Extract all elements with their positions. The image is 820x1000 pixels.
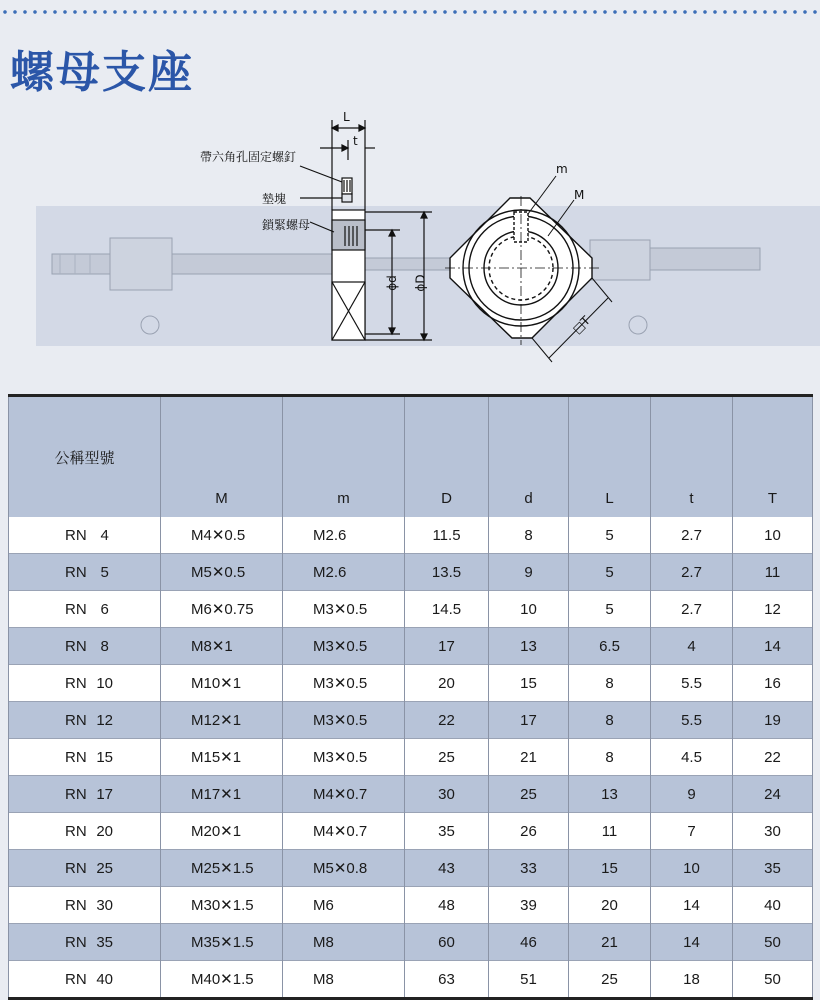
- model-size: 10: [96, 674, 114, 692]
- cell-d: 25: [489, 776, 569, 813]
- cell-m: M2.6: [283, 517, 405, 554]
- cell-D: 11.5: [405, 517, 489, 554]
- cell-m: M6: [283, 887, 405, 924]
- table-row: [9, 813, 813, 850]
- cell-d: 46: [489, 924, 569, 961]
- cell-T: 16: [733, 665, 813, 702]
- cell-t: 7: [651, 813, 733, 850]
- table-row: [9, 591, 813, 628]
- cell-M: M17✕1: [161, 776, 283, 813]
- cell-L: 13: [569, 776, 651, 813]
- model-size: 4: [100, 526, 109, 544]
- model-size: 15: [96, 748, 114, 766]
- col-header-T: T: [733, 396, 813, 518]
- cell-m: M3✕0.5: [283, 739, 405, 776]
- dim-label-t: t: [353, 134, 358, 148]
- dim-label-phi-d: ϕd: [384, 275, 399, 291]
- cell-t: 14: [651, 924, 733, 961]
- cell-T: 19: [733, 702, 813, 739]
- cell-m: M2.6: [283, 554, 405, 591]
- col-header-D: D: [405, 396, 489, 518]
- cell-m: M3✕0.5: [283, 665, 405, 702]
- model-prefix: RN: [65, 933, 87, 951]
- cell-L: 11: [569, 813, 651, 850]
- cell-D: 63: [405, 961, 489, 999]
- cell-d: 33: [489, 850, 569, 887]
- col-header-L: L: [569, 396, 651, 518]
- cell-T: 14: [733, 628, 813, 665]
- model-size: 20: [96, 822, 114, 840]
- cell-M: M25✕1.5: [161, 850, 283, 887]
- cell-m: M5✕0.8: [283, 850, 405, 887]
- table-row: [9, 628, 813, 665]
- cell-L: 5: [569, 517, 651, 554]
- cell-M: M10✕1: [161, 665, 283, 702]
- dim-label-m: m: [556, 162, 568, 176]
- cell-d: 15: [489, 665, 569, 702]
- cell-model: [9, 739, 161, 776]
- cell-t: 5.5: [651, 665, 733, 702]
- cell-d: 51: [489, 961, 569, 999]
- cell-d: 26: [489, 813, 569, 850]
- cell-m: M3✕0.5: [283, 702, 405, 739]
- cell-T: 10: [733, 517, 813, 554]
- model-prefix: RN: [65, 600, 87, 618]
- cell-m: M4✕0.7: [283, 776, 405, 813]
- cell-model: [9, 554, 161, 591]
- table-row: [9, 554, 813, 591]
- dim-label-phi-D: ϕD: [413, 274, 428, 292]
- cell-t: 2.7: [651, 554, 733, 591]
- cell-L: 5: [569, 591, 651, 628]
- model-prefix: RN: [65, 970, 87, 988]
- cell-M: M5✕0.5: [161, 554, 283, 591]
- label-hex-screw: 帶六角孔固定螺釘: [200, 150, 297, 164]
- model-prefix: RN: [65, 674, 87, 692]
- cell-model: [9, 850, 161, 887]
- cell-L: 8: [569, 739, 651, 776]
- table-body: [9, 517, 813, 999]
- top-dotted-border: [0, 8, 820, 16]
- table-row: [9, 702, 813, 739]
- nut-side-view: [300, 120, 432, 340]
- cell-model: [9, 924, 161, 961]
- cell-t: 5.5: [651, 702, 733, 739]
- table-row: [9, 924, 813, 961]
- cell-model: [9, 961, 161, 999]
- cell-model: [9, 813, 161, 850]
- cell-T: 24: [733, 776, 813, 813]
- model-prefix: RN: [65, 785, 87, 803]
- cell-M: M6✕0.75: [161, 591, 283, 628]
- cell-M: M8✕1: [161, 628, 283, 665]
- cell-T: 12: [733, 591, 813, 628]
- cell-t: 14: [651, 887, 733, 924]
- col-header-m: m: [283, 396, 405, 518]
- cell-m: M3✕0.5: [283, 628, 405, 665]
- cell-model: [9, 591, 161, 628]
- cell-d: 9: [489, 554, 569, 591]
- cell-t: 2.7: [651, 591, 733, 628]
- nut-front-view: [445, 176, 612, 362]
- cell-model: [9, 702, 161, 739]
- cell-t: 2.7: [651, 517, 733, 554]
- cell-m: M4✕0.7: [283, 813, 405, 850]
- cell-model: [9, 776, 161, 813]
- cell-T: 35: [733, 850, 813, 887]
- cell-D: 60: [405, 924, 489, 961]
- cell-M: M4✕0.5: [161, 517, 283, 554]
- cell-d: 39: [489, 887, 569, 924]
- model-size: 40: [96, 970, 114, 988]
- label-lock-nut: 鎖緊螺母: [262, 218, 311, 232]
- cell-d: 17: [489, 702, 569, 739]
- cell-L: 21: [569, 924, 651, 961]
- cell-D: 14.5: [405, 591, 489, 628]
- cell-D: 13.5: [405, 554, 489, 591]
- cell-L: 8: [569, 665, 651, 702]
- cell-d: 21: [489, 739, 569, 776]
- label-pad: 墊塊: [262, 192, 287, 206]
- nut-holder-diagram: [0, 100, 820, 380]
- table-row: [9, 739, 813, 776]
- cell-t: 18: [651, 961, 733, 999]
- cell-m: M8: [283, 924, 405, 961]
- cell-L: 20: [569, 887, 651, 924]
- model-size: 30: [96, 896, 114, 914]
- model-size: 12: [96, 711, 114, 729]
- cell-t: 10: [651, 850, 733, 887]
- cell-M: M35✕1.5: [161, 924, 283, 961]
- cell-D: 22: [405, 702, 489, 739]
- model-prefix: RN: [65, 859, 87, 877]
- cell-T: 22: [733, 739, 813, 776]
- table-row: [9, 850, 813, 887]
- cell-t: 4.5: [651, 739, 733, 776]
- cell-d: 13: [489, 628, 569, 665]
- model-size: 6: [100, 600, 109, 618]
- cell-d: 10: [489, 591, 569, 628]
- model-size: 17: [96, 785, 114, 803]
- model-prefix: RN: [65, 896, 87, 914]
- screw-shaft: [52, 238, 760, 337]
- cell-T: 50: [733, 961, 813, 999]
- cell-L: 5: [569, 554, 651, 591]
- dim-label-L: L: [343, 110, 350, 124]
- cell-D: 35: [405, 813, 489, 850]
- table-header-row: [9, 396, 813, 518]
- model-prefix: RN: [65, 822, 87, 840]
- model-prefix: RN: [65, 526, 87, 544]
- cell-m: M8: [283, 961, 405, 999]
- dim-label-T: □T: [569, 313, 593, 337]
- table-row: [9, 961, 813, 999]
- cell-model: [9, 628, 161, 665]
- cell-t: 9: [651, 776, 733, 813]
- cell-D: 20: [405, 665, 489, 702]
- cell-L: 8: [569, 702, 651, 739]
- cell-M: M15✕1: [161, 739, 283, 776]
- cell-L: 6.5: [569, 628, 651, 665]
- dim-label-M: M: [574, 188, 585, 202]
- cell-D: 17: [405, 628, 489, 665]
- cell-M: M12✕1: [161, 702, 283, 739]
- model-size: 35: [96, 933, 114, 951]
- model-size: 8: [100, 637, 109, 655]
- col-header-model: 公稱型號: [9, 396, 161, 518]
- model-size: 25: [96, 859, 114, 877]
- col-header-d: d: [489, 396, 569, 518]
- model-prefix: RN: [65, 711, 87, 729]
- model-size: 5: [100, 563, 109, 581]
- cell-L: 25: [569, 961, 651, 999]
- table-row: [9, 665, 813, 702]
- table-row: [9, 517, 813, 554]
- cell-D: 25: [405, 739, 489, 776]
- cell-T: 30: [733, 813, 813, 850]
- cell-d: 8: [489, 517, 569, 554]
- cell-model: [9, 887, 161, 924]
- cell-T: 40: [733, 887, 813, 924]
- spec-table: [8, 394, 813, 1000]
- page-title: 螺母支座: [10, 47, 194, 98]
- table-row: [9, 776, 813, 813]
- cell-model: [9, 517, 161, 554]
- cell-L: 15: [569, 850, 651, 887]
- cell-T: 11: [733, 554, 813, 591]
- col-header-t: t: [651, 396, 733, 518]
- col-header-M: M: [161, 396, 283, 518]
- model-prefix: RN: [65, 748, 87, 766]
- cell-D: 48: [405, 887, 489, 924]
- table-row: [9, 887, 813, 924]
- cell-M: M20✕1: [161, 813, 283, 850]
- cell-D: 30: [405, 776, 489, 813]
- cell-model: [9, 665, 161, 702]
- model-prefix: RN: [65, 563, 87, 581]
- cell-D: 43: [405, 850, 489, 887]
- cell-M: M40✕1.5: [161, 961, 283, 999]
- cell-T: 50: [733, 924, 813, 961]
- cell-t: 4: [651, 628, 733, 665]
- cell-M: M30✕1.5: [161, 887, 283, 924]
- cell-m: M3✕0.5: [283, 591, 405, 628]
- model-prefix: RN: [65, 637, 87, 655]
